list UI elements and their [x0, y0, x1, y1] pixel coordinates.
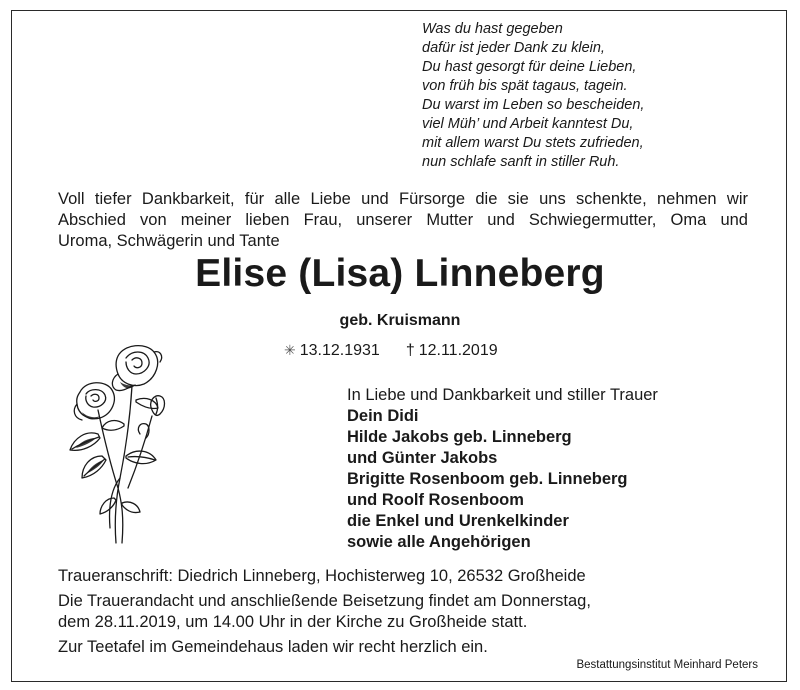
death-cross-icon: †	[405, 342, 415, 359]
mourner-name: Brigitte Rosenboom geb. Linneberg	[347, 470, 628, 488]
intro-line: Uroma, Schwägerin und Tante	[58, 232, 280, 250]
birth-date: 13.12.1931	[299, 342, 380, 359]
intro-line: Abschied von meiner lieben Frau, unserer Mutter und Schwiegermutter, Oma und	[58, 211, 748, 229]
poem-line: nun schlafe sanft in stiller Ruh.	[422, 154, 620, 170]
maiden-name: geb. Kruismann	[339, 312, 461, 329]
birth-star-icon: ✳	[284, 342, 296, 358]
poem-line: dafür ist jeder Dank zu klein,	[422, 40, 605, 56]
poem-line: mit allem warst Du stets zufrieden,	[422, 135, 644, 151]
poem-line: Was du hast gegeben	[422, 21, 563, 37]
poem	[422, 20, 762, 172]
mourner-name: sowie alle Angehörigen	[347, 533, 531, 551]
service-line: Die Trauerandacht und anschließende Beisetzung findet am Donnerstag,	[58, 592, 591, 610]
undertaker-credit: Bestattungsinstitut Meinhard Peters	[576, 659, 758, 671]
mourners-intro: In Liebe und Dankbarkeit und stiller Trauer	[347, 386, 658, 404]
service-line: dem 28.11.2019, um 14.00 Uhr in der Kirche zu Großheide statt.	[58, 613, 528, 631]
service-info	[58, 566, 748, 658]
death-date: 12.11.2019	[418, 342, 498, 359]
deceased-name: Elise (Lisa) Linneberg	[195, 252, 605, 295]
tea-invitation: Zur Teetafel im Gemeindehaus laden wir recht herzlich ein.	[58, 638, 488, 656]
mourner-name: und Roolf Rosenboom	[347, 491, 524, 509]
poem-line: Du warst im Leben so bescheiden,	[422, 97, 645, 113]
mourning-address: Traueranschrift: Diedrich Linneberg, Hochisterweg 10, 26532 Großheide	[58, 567, 586, 585]
poem-line: von früh bis spät tagaus, tagein.	[422, 78, 628, 94]
mourners-block	[347, 385, 658, 553]
rose-illustration	[60, 338, 190, 548]
mourner-name: Dein Didi	[347, 407, 419, 425]
poem-line: viel Müh’ und Arbeit kanntest Du,	[422, 116, 634, 132]
poem-line: Du hast gesorgt für deine Lieben,	[422, 59, 637, 75]
mourner-name: Hilde Jakobs geb. Linneberg	[347, 428, 572, 446]
mourner-name: und Günter Jakobs	[347, 449, 498, 467]
intro-text	[58, 189, 748, 252]
mourner-name: die Enkel und Urenkelkinder	[347, 512, 569, 530]
intro-line: Voll tiefer Dankbarkeit, für alle Liebe und Fürsorge die sie uns schenkte, nehmen wir	[58, 190, 748, 208]
life-dates	[284, 342, 498, 360]
